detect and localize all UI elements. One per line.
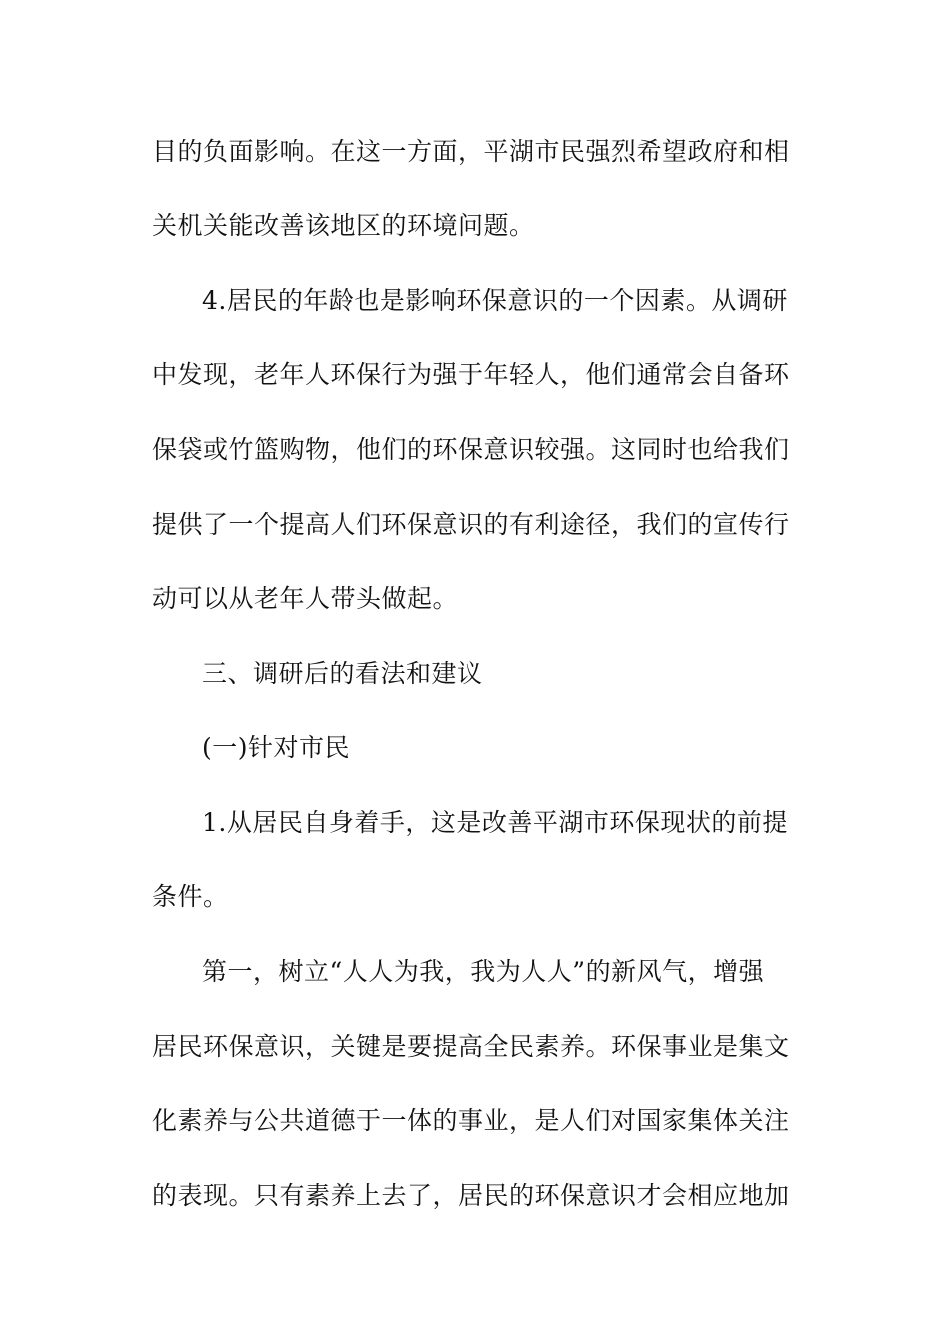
paragraph-start-4: 4.居民的年龄也是影响环保意识的一个因素。从调研 [202,286,788,315]
paragraph-start-first: 第一，树立“人人为我，我为人人”的新风气，增强 [202,957,765,986]
text-line: 提供了一个提高人们环保意识的有利途径，我们的宣传行 [152,510,790,539]
text-line: 的表现。只有素养上去了，居民的环保意识才会相应地加 [152,1181,790,1210]
text-line: 动可以从老年人带头做起。 [152,584,459,613]
text-line: 关机关能改善该地区的环境问题。 [152,211,535,240]
section-heading: 三、调研后的看法和建议 [202,659,483,688]
text-line: 化素养与公共道德于一体的事业，是人们对国家集体关注 [152,1106,790,1135]
text-line: 中发现，老年人环保行为强于年轻人，他们通常会自备环 [152,360,790,389]
text-line: 条件。 [152,882,229,911]
text-line: 保袋或竹篮购物，他们的环保意识较强。这同时也给我们 [152,435,790,464]
paragraph-start-1: 1.从居民自身着手，这是改善平湖市环保现状的前提 [202,808,788,837]
text-line: 目的负面影响。在这一方面，平湖市民强烈希望政府和相 [152,137,790,166]
subsection-heading: (一)针对市民 [202,733,351,762]
text-line: 居民环保意识，关键是要提高全民素养。环保事业是集文 [152,1032,790,1061]
